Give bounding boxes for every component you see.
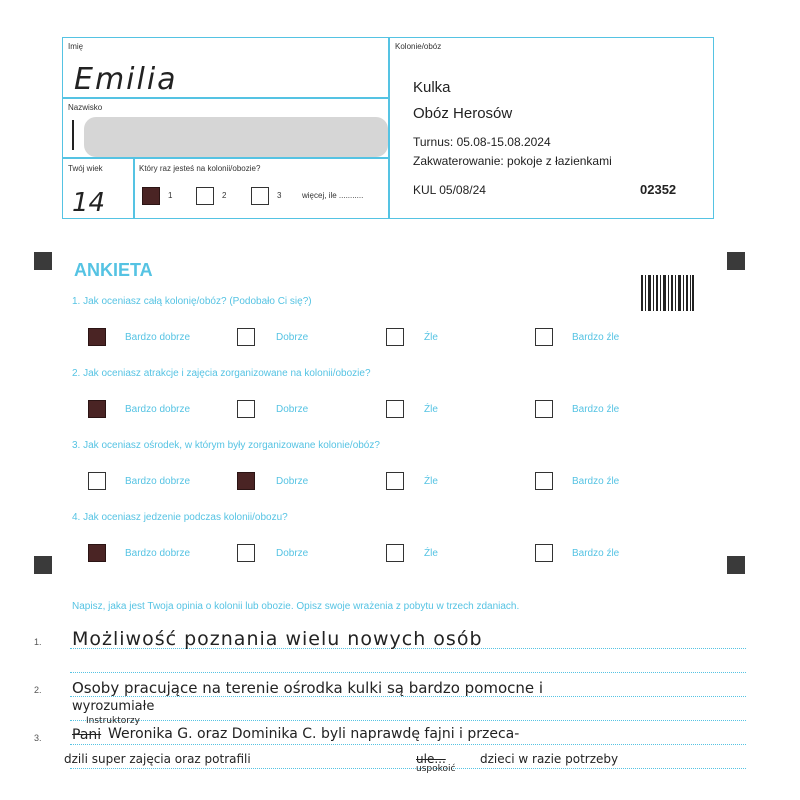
opinion-prompt: Napisz, jaka jest Twoja opinia o kolonii lub obozie. Opisz swoje wrażenia z pobytu w trzech zdaniach. (72, 601, 520, 612)
camp-accommodation: Zakwaterowanie: pokoje z łazienkami (413, 154, 612, 168)
registration-marker-bottom-right (727, 556, 745, 574)
survey-title: ANKIETA (74, 260, 153, 280)
question-2-option-2-checkbox[interactable] (237, 400, 255, 418)
visit-count-3-label: 3 (277, 191, 282, 200)
answer-line-3 (70, 744, 746, 745)
question-4-option-4-checkbox[interactable] (535, 544, 553, 562)
registration-marker-top-right (727, 252, 745, 270)
question-4-option-1-label: Bardzo dobrze (125, 548, 191, 559)
question-2-option-3-label: Źle (424, 404, 438, 415)
answer-3-struck-fragment: ule... (416, 752, 446, 766)
visit-count-more-label: więcej, ile ........... (302, 191, 364, 200)
registration-marker-bottom-left (34, 556, 52, 574)
question-4-option-2-checkbox[interactable] (237, 544, 255, 562)
question-4-option-4-label: Bardzo źle (572, 548, 620, 559)
question-3-option-2-checkbox[interactable] (237, 472, 255, 490)
registration-marker-top-left (34, 252, 52, 270)
question-4-option-3-checkbox[interactable] (386, 544, 404, 562)
surname-label: Nazwisko (68, 103, 103, 112)
visit-count-1-label: 1 (168, 191, 173, 200)
answer-2-continued-text: wyrozumiałe (72, 699, 155, 714)
question-3-option-4-checkbox[interactable] (535, 472, 553, 490)
surname-divider (62, 157, 388, 159)
header-divider (388, 37, 390, 219)
line-number-2: 2. (34, 685, 42, 695)
question-3-option-2-label: Dobrze (276, 476, 309, 487)
question-4-option-1-checkbox[interactable] (88, 544, 106, 562)
first-name-label: Imię (68, 42, 84, 51)
question-3-option-3-checkbox[interactable] (386, 472, 404, 490)
age-value: 14 (72, 188, 106, 218)
question-1-option-1-checkbox[interactable] (88, 328, 106, 346)
question-2-option-3-checkbox[interactable] (386, 400, 404, 418)
question-3-option-3-label: Źle (424, 476, 438, 487)
camp-code: KUL 05/08/24 (413, 183, 486, 197)
visit-count-1-checkbox[interactable] (142, 187, 160, 205)
question-1-option-2-checkbox[interactable] (237, 328, 255, 346)
question-1-option-4-label: Bardzo źle (572, 332, 620, 343)
answer-3-text: Weronika G. oraz Dominika C. byli naprawdę fajni i przeca- (108, 726, 520, 742)
answer-1-text: Możliwość poznania wielu nowych osób (72, 628, 483, 650)
camp-program: Obóz Herosów (413, 105, 513, 122)
question-2-option-2-label: Dobrze (276, 404, 309, 415)
surname-redaction (84, 117, 388, 157)
question-2-option-1-label: Bardzo dobrze (125, 404, 191, 415)
question-1-text: 1. Jak oceniasz całą kolonię/obóz? (Podobało Ci się?) (72, 296, 312, 307)
answer-line-2b (70, 720, 746, 721)
question-2-option-4-checkbox[interactable] (535, 400, 553, 418)
question-3-text: 3. Jak oceniasz ośrodek, w którym były zorganizowane kolonie/obóz? (72, 440, 380, 451)
question-1-option-3-checkbox[interactable] (386, 328, 404, 346)
question-4-text: 4. Jak oceniasz jedzenie podczas kolonii/obozu? (72, 512, 288, 523)
camp-dates: Turnus: 05.08-15.08.2024 (413, 135, 551, 149)
question-4-option-2-label: Dobrze (276, 548, 309, 559)
visit-count-2-checkbox[interactable] (196, 187, 214, 205)
barcode-icon (641, 275, 694, 311)
visit-count-2-label: 2 (222, 191, 227, 200)
answer-3-correction-2: uspokoić (416, 764, 456, 774)
answer-line-3b (70, 768, 746, 769)
answer-line-1b (70, 672, 746, 673)
camp-name: Kulka (413, 79, 451, 96)
name-divider (62, 97, 388, 99)
first-name-value: Emilia (74, 62, 178, 97)
age-divider (133, 157, 135, 219)
visit-count-3-checkbox[interactable] (251, 187, 269, 205)
visit-count-label: Który raz jesteś na kolonii/obozie? (139, 164, 261, 173)
question-4-option-3-label: Źle (424, 548, 438, 559)
question-1-option-3-label: Źle (424, 332, 438, 343)
question-1-option-4-checkbox[interactable] (535, 328, 553, 346)
question-3-option-1-label: Bardzo dobrze (125, 476, 191, 487)
form-number: 02352 (640, 182, 677, 197)
answer-3-struck-word: Pani (72, 727, 102, 743)
question-2-option-1-checkbox[interactable] (88, 400, 106, 418)
question-1-option-2-label: Dobrze (276, 332, 309, 343)
answer-3-ending-text: dzieci w razie potrzeby (480, 752, 619, 766)
question-3-option-1-checkbox[interactable] (88, 472, 106, 490)
answer-3-correction: Instruktorzy (86, 716, 140, 726)
question-3-option-4-label: Bardzo źle (572, 476, 620, 487)
line-number-1: 1. (34, 637, 42, 647)
age-label: Twój wiek (68, 164, 103, 173)
question-2-option-4-label: Bardzo źle (572, 404, 620, 415)
question-1-option-1-label: Bardzo dobrze (125, 332, 191, 343)
answer-3-continued-text: dzili super zajęcia oraz potrafili (64, 752, 251, 766)
camp-label: Kolonie/obóz (395, 42, 442, 51)
question-2-text: 2. Jak oceniasz atrakcje i zajęcia zorganizowane na kolonii/obozie? (72, 368, 371, 379)
answer-2-text: Osoby pracujące na terenie ośrodka kulki są bardzo pomocne i (72, 679, 544, 697)
line-number-3: 3. (34, 733, 42, 743)
